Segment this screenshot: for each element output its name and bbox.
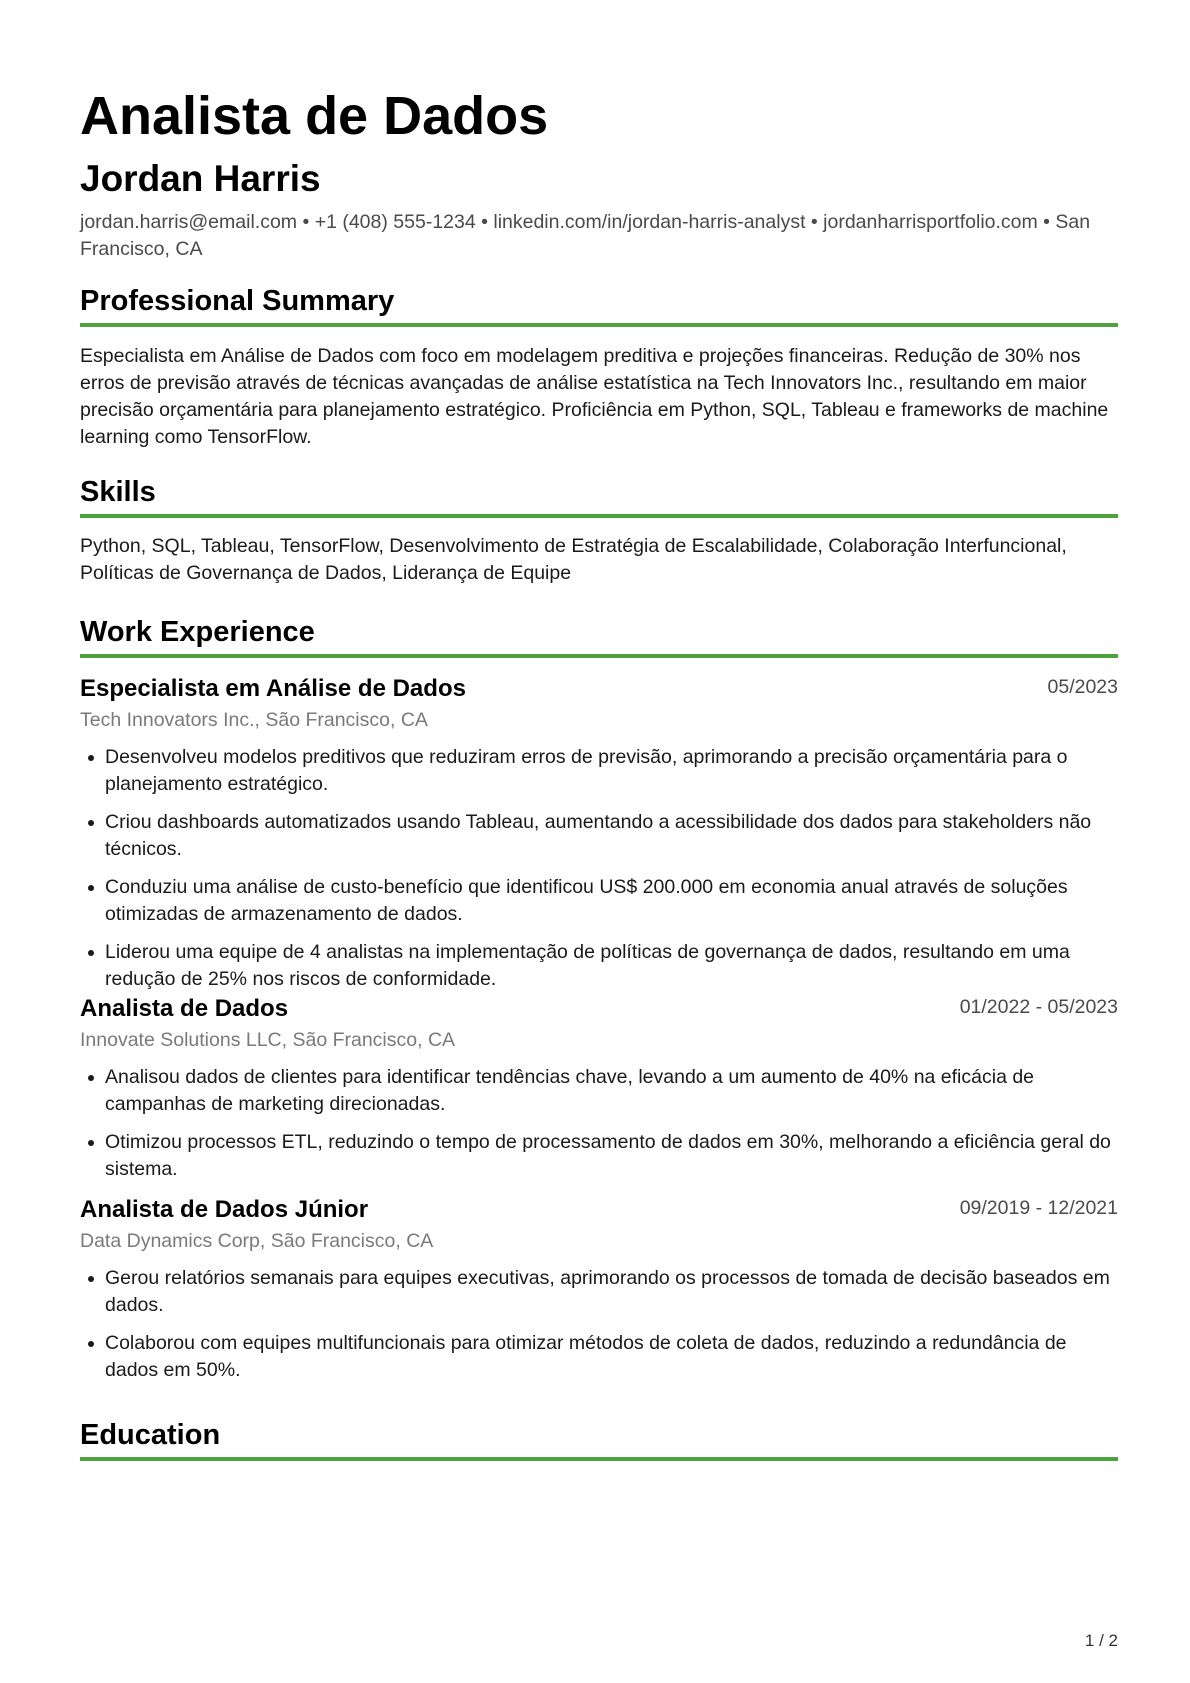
skills-text: Python, SQL, Tableau, TensorFlow, Desenvolvimento de Estratégia de Escalabilidade, Colaboração Interfuncional, Políticas de Governança de Dados, Liderança de Equipe xyxy=(80,535,1067,584)
job-bullet xyxy=(80,744,1118,798)
bullet-icon xyxy=(88,1276,94,1282)
bullet-icon xyxy=(88,1075,94,1081)
job-bullet xyxy=(80,809,1118,863)
job-date: 05/2023 xyxy=(1047,676,1118,698)
job-bullet xyxy=(80,1064,1118,1118)
bullet-icon xyxy=(88,1341,94,1347)
job-bullet-text: Analisou dados de clientes para identificar tendências chave, levando a um aumento de 40% na eficácia de campanhas de marketing direcionadas. xyxy=(105,1066,1035,1115)
job-date: 01/2022 - 05/2023 xyxy=(959,996,1118,1018)
job-company: Innovate Solutions LLC, São Francisco, CA xyxy=(80,1029,456,1051)
bullet-icon xyxy=(88,755,94,761)
job-bullet-list xyxy=(80,1064,1118,1194)
summary-text: Especialista em Análise de Dados com foco em modelagem preditiva e projeções financeiras. Redução de 30% nos erros de previsão através de técnicas avançadas de análise estatística na Tech Innovators Inc., resultando em maior precisão orçamentária para planejamento estratégico. Proficiência em Python, SQL, Tableau e frameworks de machine learning como TensorFlow. xyxy=(80,345,1109,448)
job-bullet-text: Liderou uma equipe de 4 analistas na implementação de políticas de governança de dados, resultando em uma redução de 25% nos riscos de conformidade. xyxy=(105,941,1070,990)
job-company: Data Dynamics Corp, São Francisco, CA xyxy=(80,1230,434,1252)
bullet-icon xyxy=(88,885,94,891)
section-divider xyxy=(80,514,1118,518)
job-title: Analista de Dados xyxy=(80,995,289,1022)
job-bullet-text: Desenvolveu modelos preditivos que reduziram erros de previsão, aprimorando a precisão orçamentária para o planejamento estratégico. xyxy=(105,746,1068,795)
section-divider xyxy=(80,654,1118,658)
section-divider xyxy=(80,1457,1118,1461)
job-bullet-list xyxy=(80,744,1118,1004)
job-bullet xyxy=(80,939,1118,993)
person-name: Jordan Harris xyxy=(80,158,321,199)
document-title: Analista de Dados xyxy=(80,86,549,146)
job-bullet-text: Otimizou processos ETL, reduzindo o tempo de processamento de dados em 30%, melhorando a eficiência geral do sistema. xyxy=(105,1131,1111,1180)
job-bullet xyxy=(80,1330,1118,1384)
bullet-icon xyxy=(88,1140,94,1146)
section-title-experience: Work Experience xyxy=(80,616,315,648)
section-title-education: Education xyxy=(80,1419,221,1451)
job-bullet-text: Conduziu uma análise de custo-benefício que identificou US$ 200.000 em economia anual através de soluções otimizadas de armazenamento de dados. xyxy=(105,876,1068,925)
job-bullet-text: Colaborou com equipes multifuncionais para otimizar métodos de coleta de dados, reduzindo a redundância de dados em 50%. xyxy=(105,1332,1067,1381)
job-title: Analista de Dados Júnior xyxy=(80,1196,369,1223)
contact-line: jordan.harris@email.com • +1 (408) 555-1234 • linkedin.com/in/jordan-harris-analyst • jordanharrisportfolio.com • San Francisco, CA xyxy=(80,211,1091,260)
section-title-skills: Skills xyxy=(80,476,156,508)
bullet-icon xyxy=(88,820,94,826)
job-title: Especialista em Análise de Dados xyxy=(80,675,466,702)
job-bullet xyxy=(80,1129,1118,1183)
job-bullet xyxy=(80,874,1118,928)
job-company: Tech Innovators Inc., São Francisco, CA xyxy=(80,709,428,731)
job-bullet-text: Gerou relatórios semanais para equipes executivas, aprimorando os processos de tomada de decisão baseados em dados. xyxy=(105,1267,1110,1316)
job-date: 09/2019 - 12/2021 xyxy=(959,1197,1118,1219)
job-bullet-list xyxy=(80,1265,1118,1395)
page-number: 1 / 2 xyxy=(1084,1631,1118,1650)
bullet-icon xyxy=(88,950,94,956)
job-bullet-text: Criou dashboards automatizados usando Tableau, aumentando a acessibilidade dos dados para stakeholders não técnicos. xyxy=(105,811,1092,860)
section-title-summary: Professional Summary xyxy=(80,285,395,317)
section-divider xyxy=(80,323,1118,327)
job-bullet xyxy=(80,1265,1118,1319)
